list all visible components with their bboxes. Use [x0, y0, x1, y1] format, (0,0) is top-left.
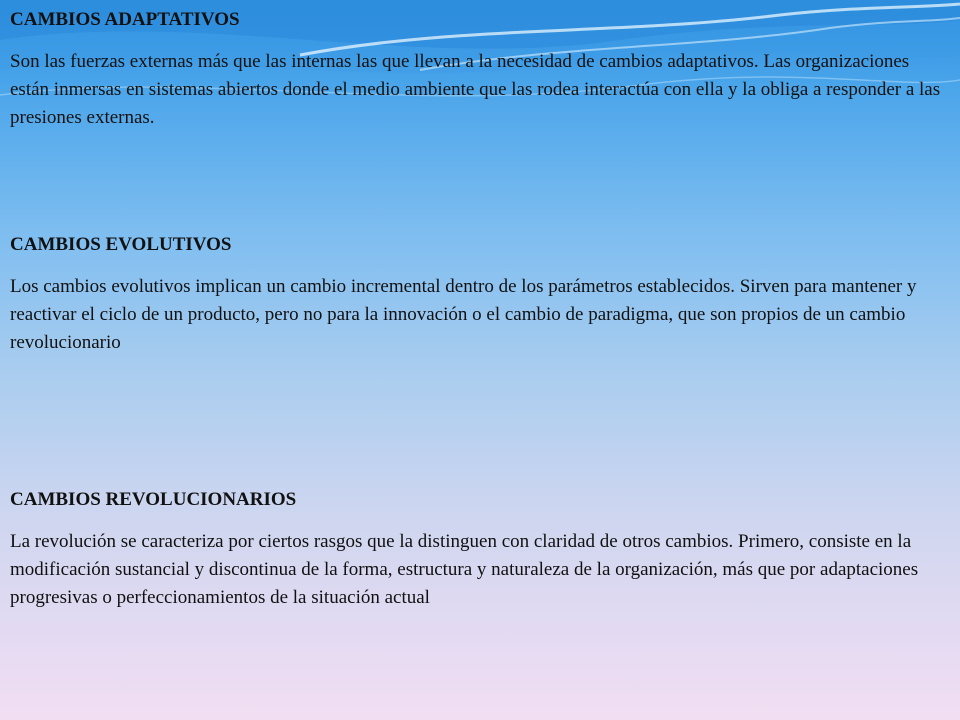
- section-body: Son las fuerzas externas más que las internas las que llevan a la necesidad de cambios adaptativos. Las organizaciones están inmersas en sistemas abiertos donde el medio ambiente que las rodea interactúa con ella y la obliga a responder a las presiones externas.: [10, 51, 941, 128]
- section-evolutivos: [10, 233, 950, 357]
- section-revolucionarios: [10, 488, 950, 612]
- section-title: CAMBIOS REVOLUCIONARIOS: [10, 489, 297, 510]
- section-title: CAMBIOS ADAPTATIVOS: [10, 9, 240, 30]
- section-body: Los cambios evolutivos implican un cambio incremental dentro de los parámetros establecidos. Sirven para mantener y reactivar el ciclo de un producto, pero no para la innovación o el cambio de paradigma, que son propios de un cambio revolucionario: [10, 276, 917, 353]
- section-title: CAMBIOS EVOLUTIVOS: [10, 234, 232, 255]
- section-adaptativos: [10, 8, 950, 132]
- section-body: La revolución se caracteriza por ciertos rasgos que la distinguen con claridad de otros cambios. Primero, consiste en la modificación sustancial y discontinua de la forma, estructura y naturaleza de la organización, más que por adaptaciones progresivas o perfeccionamientos de la situación actual: [10, 531, 919, 608]
